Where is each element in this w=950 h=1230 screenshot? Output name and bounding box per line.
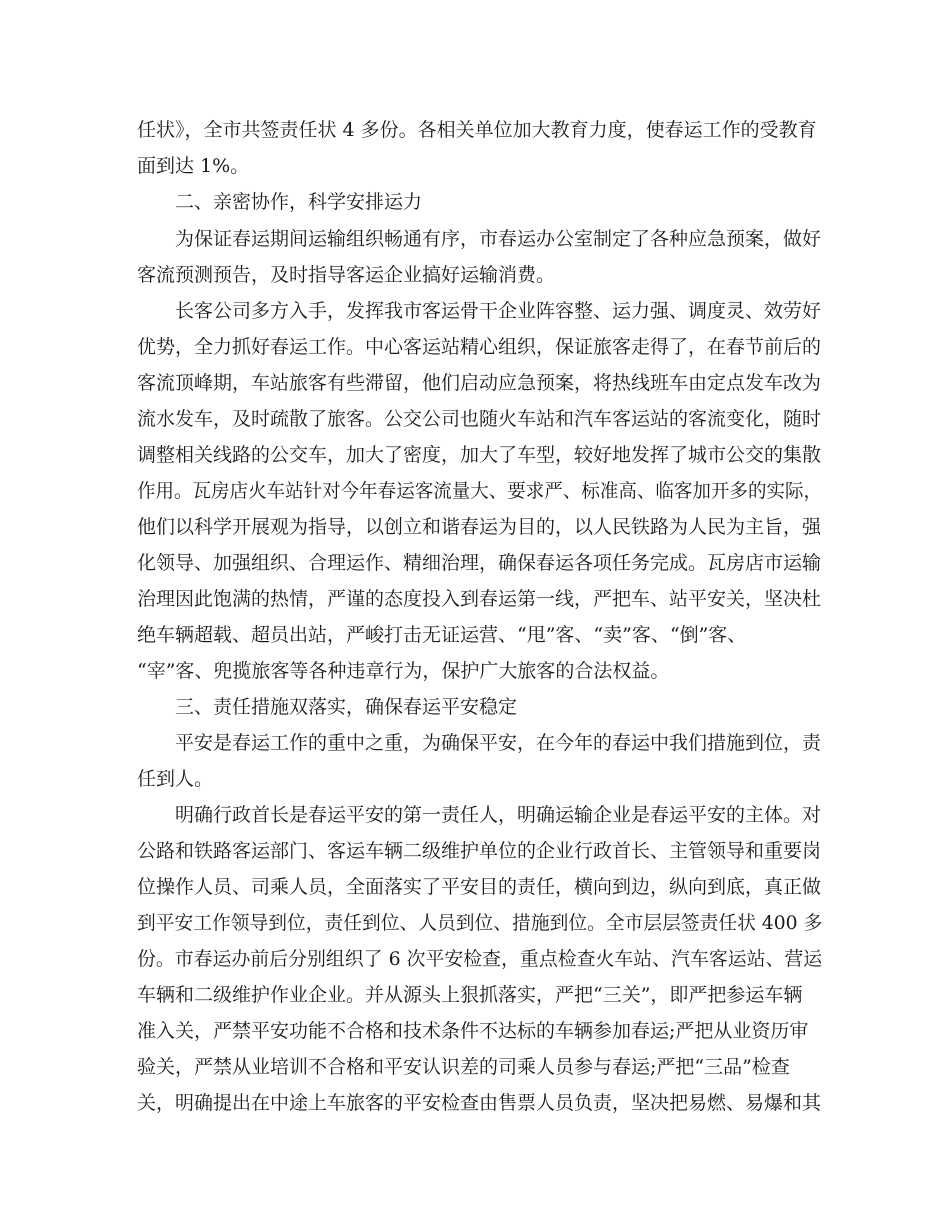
text-line: 他们以科学开展观为指导，以创立和谐春运为目的，以人民铁路为人民为主旨，强	[137, 516, 822, 538]
paragraph-start: 明确行政首长是春运平安的第一责任人，明确运输企业是春运平安的主体。对	[175, 804, 822, 826]
text-line: 任状》，全市共签责任状 4 多份。各相关单位加大教育力度，使春运工作的受教育	[137, 119, 817, 141]
text-line: 份。市春运办前后分别组织了 6 次平安检查，重点检查火车站、汽车客运站、营运	[137, 948, 823, 970]
text-line: 关，明确提出在中途上车旅客的平安检查由售票人员负责，坚决把易燃、易爆和其	[137, 1092, 822, 1114]
text-line: 客流顶峰期，车站旅客有些滞留，他们启动应急预案，将热线班车由定点发车改为	[137, 372, 822, 394]
text-line: 调整相关线路的公交车，加大了密度，加大了车型，较好地发挥了城市公交的集散	[137, 444, 822, 466]
text-line: 位操作人员、司乘人员，全面落实了平安目的责任，横向到边，纵向到底，真正做	[137, 876, 822, 898]
text-line: 公路和铁路客运部门、客运车辆二级维护单位的企业行政首长、主管领导和重要岗	[137, 840, 822, 862]
text-line: 准入关，严禁平安功能不合格和技术条件不达标的车辆参加春运;严把从业资历审	[137, 1020, 809, 1042]
text-line: “宰”客、兜揽旅客等各种违章行为，保护广大旅客的合法权益。	[137, 660, 670, 682]
text-line: 绝车辆超载、超员出站，严峻打击无证运营、“甩”客、“卖”客、“倒”客、	[137, 624, 747, 646]
text-line: 治理因此饱满的热情，严谨的态度投入到春运第一线，严把车、站平安关，坚决杜	[137, 588, 822, 610]
paragraph-start: 平安是春运工作的重中之重，为确保平安，在今年的春运中我们措施到位，责	[175, 732, 822, 754]
section-heading: 二、亲密协作，科学安排运力	[175, 191, 423, 213]
paragraph-start: 长客公司多方入手，发挥我市客运骨干企业阵容整、运力强、调度灵、效劳好	[175, 300, 822, 322]
text-line: 任到人。	[137, 768, 214, 790]
text-line: 优势，全力抓好春运工作。中心客运站精心组织，保证旅客走得了，在春节前后的	[137, 336, 822, 358]
section-heading: 三、责任措施双落实，确保春运平安稳定	[175, 696, 518, 718]
text-line: 客流预测预告，及时指导客运企业搞好运输消费。	[137, 264, 556, 286]
text-line: 化领导、加强组织、合理运作、精细治理，确保春运各项任务完成。瓦房店市运输	[137, 552, 822, 574]
text-line: 车辆和二级维护作业企业。并从源头上狠抓落实，严把“三关”，即严把参运车辆	[137, 984, 803, 1006]
text-line: 面到达 1%。	[137, 155, 250, 177]
text-line: 到平安工作领导到位，责任到位、人员到位、措施到位。全市层层签责任状 400 多	[137, 912, 823, 934]
paragraph-start: 为保证春运期间运输组织畅通有序，市春运办公室制定了各种应急预案，做好	[175, 228, 822, 250]
text-line: 验关，严禁从业培训不合格和平安认识差的司乘人员参与春运;严把“三品”检查	[137, 1056, 790, 1078]
text-line: 作用。瓦房店火车站针对今年春运客流量大、要求严、标准高、临客加开多的实际，	[137, 480, 823, 502]
text-line: 流水发车，及时疏散了旅客。公交公司也随火车站和汽车客运站的客流变化，随时	[137, 408, 822, 430]
